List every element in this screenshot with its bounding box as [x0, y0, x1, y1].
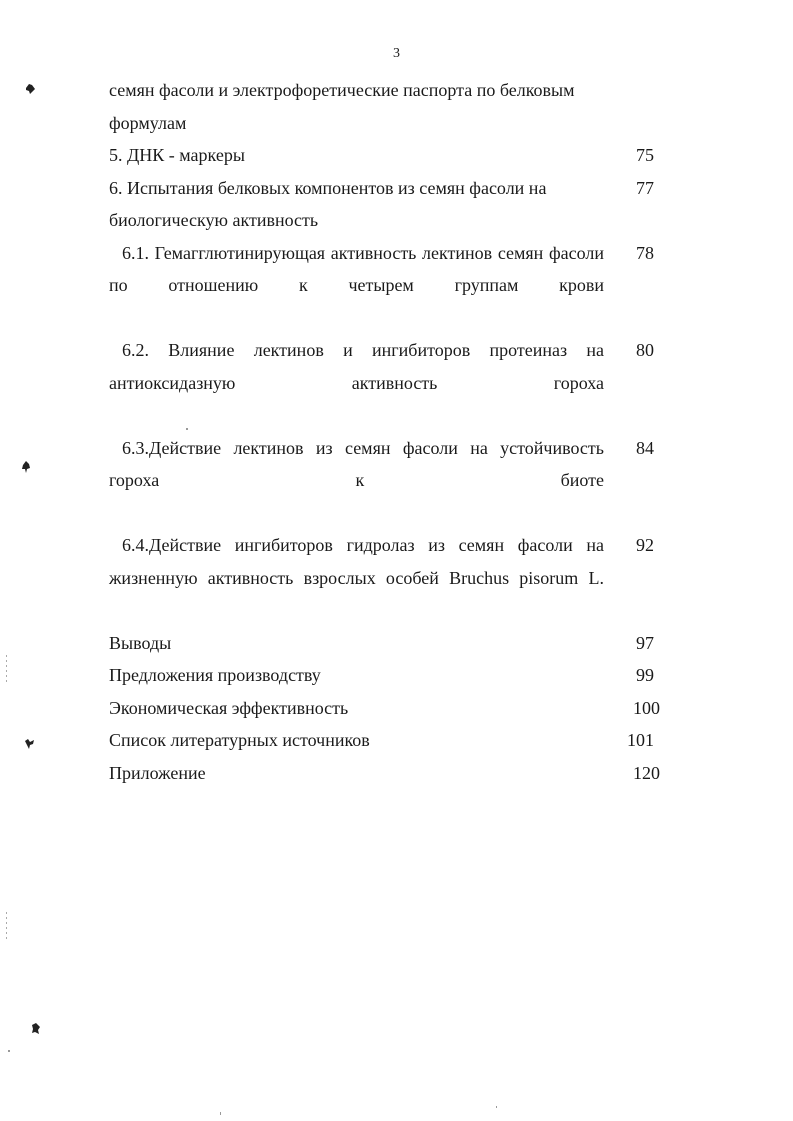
toc-entry-text: семян фасоли и электрофоретические паспорта по белковым формулам [109, 80, 575, 133]
toc-entry-page: 101 [627, 730, 654, 750]
scan-speck [8, 1050, 10, 1052]
toc-entry-page: 75 [636, 145, 654, 165]
toc-entry-text: Список литературных источников [109, 730, 370, 750]
toc-entry [109, 529, 660, 627]
binding-hole-mark [30, 1022, 42, 1035]
toc-entry-text: 6. Испытания белковых компонентов из семян фасоли на биологическую активность [109, 177, 547, 230]
toc-entry-page: 77 [636, 177, 654, 198]
toc-entry-page: 99 [636, 665, 654, 685]
toc-entry-page: 78 [636, 242, 654, 263]
toc-entry [109, 334, 660, 432]
binding-hole-mark [20, 460, 32, 473]
toc-entry [109, 724, 660, 757]
table-of-contents [109, 74, 660, 789]
binding-hole-mark [24, 737, 36, 750]
toc-entry-text: 6.3.Действие лектинов из семян фасоли на устойчивость гороха к биоте [109, 437, 604, 490]
toc-entry-text: 6.4.Действие ингибиторов гидролаз из семян фасоли на жизненную активность взрослых особей Bruchus pisorum L. [109, 535, 604, 588]
toc-entry-page: 80 [636, 340, 654, 360]
toc-entry-page: 84 [636, 437, 654, 458]
scan-speck [6, 655, 7, 685]
binding-hole-mark [24, 82, 36, 95]
toc-entry [109, 432, 660, 530]
toc-entry-page: 97 [636, 632, 654, 653]
toc-entry [109, 237, 660, 335]
toc-entry-text: 5. ДНК - маркеры [109, 145, 245, 165]
toc-entry-text: Предложения производству [109, 665, 321, 685]
toc-entry [109, 757, 660, 790]
toc-entry-page: 92 [636, 535, 654, 555]
toc-entry-text: Приложение [109, 762, 206, 783]
toc-entry-page: 120 [633, 762, 660, 783]
toc-entry-text: 6.2. Влияние лектинов и ингибиторов протеиназ на антиоксидазную активность гороха [109, 340, 604, 393]
toc-entry-text: 6.1. Гемагглютинирующая активность лектинов семян фасоли по отношению к четырем группам крови [109, 242, 604, 295]
toc-entry-text: Выводы [109, 632, 172, 653]
toc-entry [109, 74, 660, 139]
toc-entry-text: Экономическая эффективность [109, 697, 349, 718]
toc-entry-page: 100 [633, 697, 660, 718]
scan-speck [220, 1112, 221, 1115]
page-number: 3 [393, 46, 400, 61]
scan-speck [496, 1106, 497, 1108]
toc-entry [109, 627, 660, 660]
toc-entry [109, 659, 660, 692]
toc-entry [109, 139, 660, 172]
scan-speck [186, 428, 188, 430]
toc-entry [109, 692, 660, 725]
toc-entry [109, 172, 660, 237]
scan-speck [6, 912, 7, 942]
